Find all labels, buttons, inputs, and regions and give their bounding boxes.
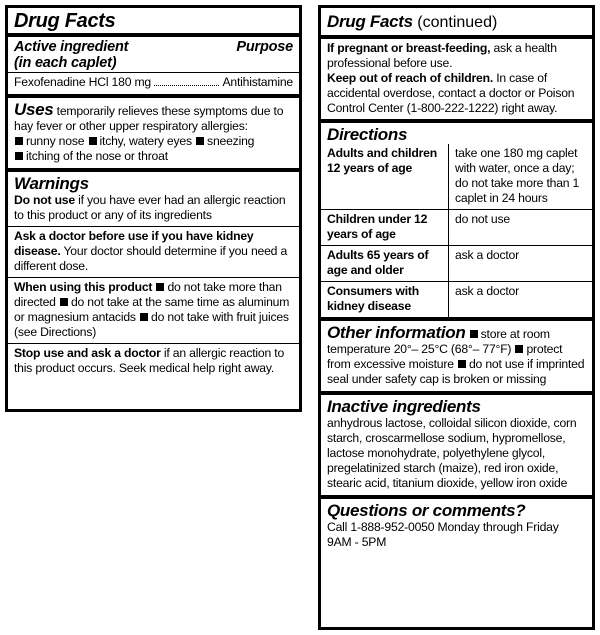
pregnancy-warning <box>327 41 586 71</box>
uses-item: sneezing <box>207 134 255 148</box>
bullet-square-icon <box>515 345 523 353</box>
other-info-item: store at room temperature 20°– 25°C (68°– 77°F) <box>327 327 550 356</box>
other-information-heading: Other information <box>327 323 466 342</box>
uses-item: itching of the nose or throat <box>26 149 168 163</box>
purpose-heading: Purpose <box>236 39 293 55</box>
ask-doctor-label: Ask a doctor before use if you have <box>14 229 213 243</box>
bullet-square-icon <box>196 137 204 145</box>
directions-row <box>321 246 592 282</box>
ask-doctor-condition: kidney disease. <box>14 229 254 258</box>
inactive-ingredients-text: anhydrous lactose, colloidal silicon dioxide, corn starch, croscarmellose sodium, hypromellose, lactose monohydrate, polyethylene glycol, pregelatinized starch (maize), red iron oxide, stearic acid, titanium dioxide, yellow iron oxide <box>327 416 577 490</box>
directions-what: do not use <box>449 210 593 246</box>
directions-who: Consumers with kidney disease <box>321 282 449 318</box>
inactive-ingredients-heading: Inactive ingredients <box>327 397 481 416</box>
active-ingredient-heading: Active ingredient <box>14 39 129 55</box>
pregnancy-children-section <box>321 35 592 119</box>
directions-row <box>321 144 592 210</box>
directions-who: Adults 65 years of age and older <box>321 246 449 282</box>
drug-facts-title: Drug Facts <box>14 10 116 32</box>
uses-item: runny nose <box>26 134 85 148</box>
directions-table <box>321 144 592 317</box>
do-not-use-label: Do not use <box>14 193 75 207</box>
directions-what: take one 180 mg caplet with water, once a day; do not take more than 1 caplet in 24 hours <box>455 146 580 205</box>
bullet-square-icon <box>470 330 478 338</box>
bullet-square-icon <box>156 283 164 291</box>
ask-doctor-warning <box>8 226 299 277</box>
other-information-section <box>321 317 592 391</box>
directions-section <box>321 119 592 317</box>
bullet-square-icon <box>15 137 23 145</box>
questions-text: Call 1-888-952-0050 Monday through Friday 9AM - 5PM <box>327 520 559 549</box>
warnings-section <box>8 168 299 226</box>
inactive-ingredients-section <box>321 391 592 495</box>
pregnancy-label: If pregnant or breast-feeding, <box>327 41 491 55</box>
uses-section <box>8 94 299 168</box>
bullet-square-icon <box>458 360 466 368</box>
directions-row <box>321 282 592 318</box>
drug-facts-continued-header <box>321 8 592 35</box>
when-using-label: When using this product <box>14 280 153 294</box>
uses-heading: Uses <box>14 100 54 119</box>
other-info-item: protect from excessive moisture <box>327 342 563 371</box>
directions-what: ask a doctor <box>449 246 593 282</box>
active-ingredient-row <box>8 72 299 90</box>
keep-out-text: In case of accidental overdose, contact a doctor or Poison Control Center (1-800-222-1222) right away. <box>327 71 575 115</box>
questions-section <box>321 495 592 554</box>
drug-facts-continued-title: Drug Facts <box>327 12 413 31</box>
when-using-item: do not take more than directed <box>14 280 282 309</box>
stop-use-label: Stop use and ask a doctor <box>14 346 161 360</box>
when-using-warning <box>8 277 299 343</box>
when-using-item: do not take with fruit juices (see Directions) <box>14 310 289 339</box>
other-info-item: do not use if imprinted seal under safety cap is broken or missing <box>327 357 585 386</box>
directions-row <box>321 210 592 246</box>
keep-out-warning <box>327 71 586 116</box>
active-ingredient-purpose: Antihistamine <box>222 75 293 89</box>
directions-what: ask a doctor <box>449 282 593 318</box>
drug-facts-panel-right <box>318 5 595 630</box>
bullet-square-icon <box>89 137 97 145</box>
uses-intro: temporarily relieves these symptoms due to hay fever or other upper respiratory allergies: <box>14 104 284 133</box>
questions-heading: Questions or comments? <box>327 501 526 520</box>
stop-use-text: if an allergic reaction to this product occurs. Seek medical help right away. <box>14 346 285 375</box>
bullet-square-icon <box>15 152 23 160</box>
bullet-square-icon <box>60 298 68 306</box>
continued-label: (continued) <box>417 14 498 31</box>
drug-facts-panel-left <box>5 5 302 412</box>
uses-item: itchy, watery eyes <box>99 134 192 148</box>
active-ingredient-subheading: (in each caplet) <box>14 55 117 71</box>
pregnancy-text: ask a health professional before use. <box>327 41 557 70</box>
directions-heading: Directions <box>327 125 408 144</box>
drug-facts-header <box>8 8 299 33</box>
keep-out-label: Keep out of reach of children. <box>327 71 493 85</box>
directions-who: Adults and children 12 years of age <box>321 144 449 210</box>
stop-use-warning <box>8 343 299 379</box>
do-not-use-text: if you have ever had an allergic reaction to this product or any of its ingredients <box>14 193 286 222</box>
do-not-use-warning <box>14 193 293 223</box>
bullet-square-icon <box>140 313 148 321</box>
dot-leader <box>154 85 219 86</box>
active-ingredient-name: Fexofenadine HCl 180 mg <box>14 75 151 89</box>
active-ingredient-section <box>8 33 299 94</box>
ask-doctor-text: Your doctor should determine if you need a different dose. <box>14 244 288 273</box>
warnings-heading: Warnings <box>14 174 89 193</box>
directions-who: Children under 12 years of age <box>321 210 449 246</box>
when-using-item: do not take at the same time as aluminum or magnesium antacids <box>14 295 290 324</box>
